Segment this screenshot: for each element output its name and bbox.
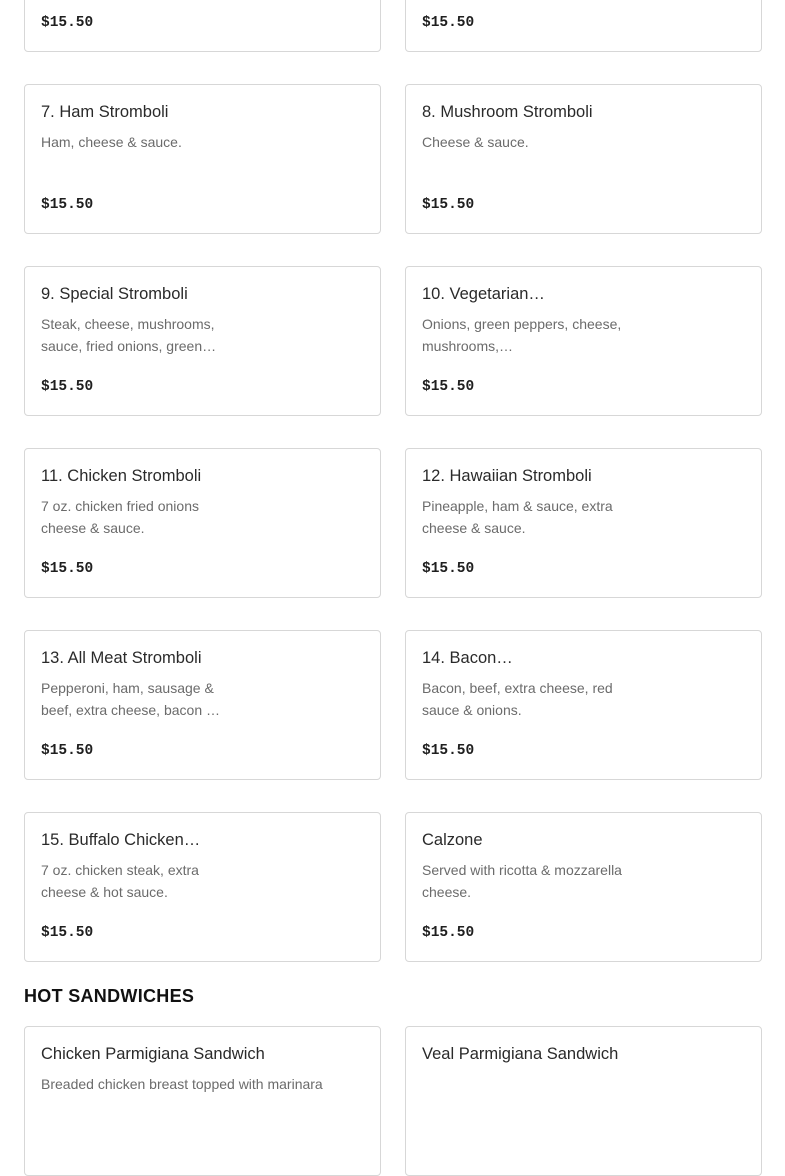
menu-item-card[interactable] <box>24 1026 381 1176</box>
item-name: 9. Special Stromboli <box>41 285 188 303</box>
item-description: Bacon, beef, extra cheese, red sauce & onions. <box>422 680 613 718</box>
menu-item-card[interactable] <box>24 0 381 52</box>
item-price: $15.50 <box>41 15 94 31</box>
item-name: 13. All Meat Stromboli <box>41 649 202 667</box>
item-price: $15.50 <box>422 743 475 759</box>
item-price: $15.50 <box>422 561 475 577</box>
item-description: 7 oz. chicken fried onions cheese & sauce. <box>41 498 199 536</box>
item-price: $15.50 <box>422 925 475 941</box>
menu-item-card[interactable] <box>405 812 762 962</box>
item-price: $15.50 <box>422 379 475 395</box>
menu-item-card[interactable] <box>405 84 762 234</box>
item-description: 7 oz. chicken steak, extra cheese & hot sauce. <box>41 862 199 900</box>
item-price: $15.50 <box>41 561 94 577</box>
item-name: 14. Bacon… <box>422 649 513 667</box>
item-price: $15.50 <box>422 15 475 31</box>
item-description: Breaded chicken breast topped with marinara <box>41 1076 323 1092</box>
item-name: 15. Buffalo Chicken… <box>41 831 201 849</box>
menu-item-card[interactable] <box>24 448 381 598</box>
item-name: Calzone <box>422 831 483 849</box>
menu-item-card[interactable] <box>405 266 762 416</box>
menu-item-card[interactable] <box>24 630 381 780</box>
item-description: Pineapple, ham & sauce, extra cheese & sauce. <box>422 498 613 536</box>
menu-item-card[interactable] <box>405 0 762 52</box>
item-description: Steak, cheese, mushrooms, sauce, fried onions, green… <box>41 316 217 354</box>
item-description: Onions, green peppers, cheese, mushrooms,… <box>422 316 622 354</box>
item-price: $15.50 <box>41 743 94 759</box>
item-name: Chicken Parmigiana Sandwich <box>41 1045 265 1063</box>
item-name: 12. Hawaiian Stromboli <box>422 467 592 485</box>
item-price: $15.50 <box>41 197 94 213</box>
item-price: $15.50 <box>41 925 94 941</box>
item-description: Pepperoni, ham, sausage & beef, extra cheese, bacon … <box>41 680 220 718</box>
item-description: Served with ricotta & mozzarella cheese. <box>422 862 622 900</box>
menu-item-card[interactable] <box>405 630 762 780</box>
menu-item-card[interactable] <box>405 1026 762 1176</box>
item-name: 11. Chicken Stromboli <box>41 467 202 485</box>
menu-item-card[interactable] <box>24 266 381 416</box>
item-name: Veal Parmigiana Sandwich <box>422 1045 619 1063</box>
item-price: $15.50 <box>422 197 475 213</box>
item-price: $15.50 <box>41 379 94 395</box>
menu-item-card[interactable] <box>24 84 381 234</box>
item-description: Cheese & sauce. <box>422 134 529 150</box>
item-description: Ham, cheese & sauce. <box>41 134 182 150</box>
item-name: 8. Mushroom Stromboli <box>422 103 593 121</box>
menu-item-card[interactable] <box>405 448 762 598</box>
section-title-hot-sandwiches: HOT SANDWICHES <box>24 986 195 1006</box>
item-name: 10. Vegetarian… <box>422 285 545 303</box>
menu-item-card[interactable] <box>24 812 381 962</box>
item-name: 7. Ham Stromboli <box>41 103 169 121</box>
